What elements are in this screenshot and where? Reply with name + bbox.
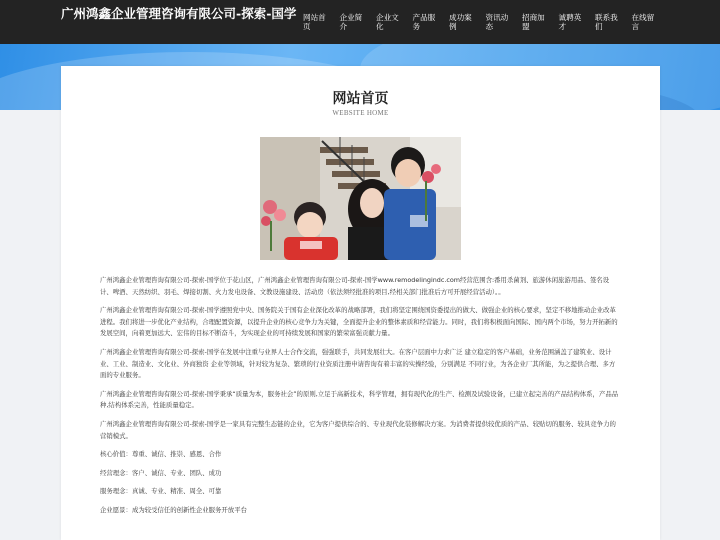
nav-item-contact[interactable]: 联系我们	[595, 13, 618, 31]
paragraph: 广州鸿鑫企业管理咨询有限公司-探索-国学是一家具有完整生态链的企业，它为客户提供综合的、专业现代化装修解决方案。为消费者提供较优质的产品、较贴切的服务、较具竞争力的营销模式。	[100, 419, 616, 440]
main-content-card	[61, 66, 660, 540]
top-header	[0, 0, 720, 44]
nav-item-franchise[interactable]: 招商加盟	[522, 13, 545, 31]
nav-item-products[interactable]: 产品服务	[412, 13, 436, 31]
paragraph: 广州鸿鑫企业管理咨询有限公司-探索-国学遵照党中央、国务院关于国有企业深化改革的战略部署，我们将坚定围绕国资委提出的做大、做强企业的核心要求，坚定不移地推动企业改革进程。我们将进一步优化产业结构，合理配置资源，以提升企业的核心竞争力为关键，全面提升企业的整体素质和经营能力。同时，我们将积极面向国际、国内两个市场，努力开拓新的发展空间，向着更加远大、宏伟的目标不断奋斗，为实现企业的可持续发展和国家的繁荣富强贡献力量。	[100, 306, 618, 338]
nav-item-culture[interactable]: 企业文化	[376, 13, 399, 31]
nav-item-home[interactable]: 网站首页	[303, 13, 326, 31]
nav-item-message[interactable]: 在线留言	[631, 13, 655, 31]
paragraph: 广州鸿鑫企业管理咨询有限公司-探索-国学秉承“质量为本，服务社会”的原则,立足于高新技术，科学管理，拥有现代化的生产、检测及试验设备，已建立起完善的产品结构体系，产品品种,结构体系完善，性能质量稳定。	[100, 389, 619, 410]
paragraph: 广州鸿鑫企业管理咨询有限公司-探索-国学在发展中注重与业界人士合作交流，强强联手，共同发展壮大。在客户层面中力求广泛 建立稳定的客户基础，业务范围涵盖了建筑业、设计业、工业、制造业、文化业、外商独资 企业等领域，针对较为复杂、繁琐的行业资质注册申请咨询有着丰富的实操经验，分别满足 不同行业，为各企业厂其所能，为之提供合理、多方面的专业服务。	[100, 347, 616, 380]
paragraph: 广州鸿鑫企业管理咨询有限公司-探索-国学位于花山区，广州鸿鑫企业管理咨询有限公司-探索-国学www.remodelingindc.com经营范围含:番用杀菌剂、旅游休闲旅游用品、签名设计、啤酒、天然纺织、羽毛、焊接切割、火力发电设备、文教设施建设、活动房（依法须经批准的项目,经相关部门批准后方可开展经营活动）。。	[100, 276, 610, 296]
featured-photo	[260, 137, 461, 260]
site-title[interactable]: 广州鸿鑫企业管理咨询有限公司-探索-国学	[61, 6, 297, 21]
nav-item-cases[interactable]: 成功案例	[449, 13, 472, 31]
core-values: 核心价值：尊重、诚信、推崇、感恩、合作	[100, 450, 222, 459]
nav-item-careers[interactable]: 诚聘英才	[558, 13, 582, 31]
nav-item-news[interactable]: 资讯动态	[485, 13, 509, 31]
page-title: 网站首页	[332, 91, 389, 107]
intro-text	[100, 275, 620, 517]
nav-item-about[interactable]: 企业简介	[339, 13, 363, 31]
page-subtitle: WEBSITE HOME	[332, 109, 389, 117]
business-philosophy: 经营理念：客户、诚信、专业、团队、成功	[100, 468, 222, 477]
service-philosophy: 服务理念：真诚、专业、精准、周全、可靠	[100, 487, 222, 496]
company-vision: 企业愿景：成为较受信任的创新性企业服务开放平台	[100, 505, 247, 514]
